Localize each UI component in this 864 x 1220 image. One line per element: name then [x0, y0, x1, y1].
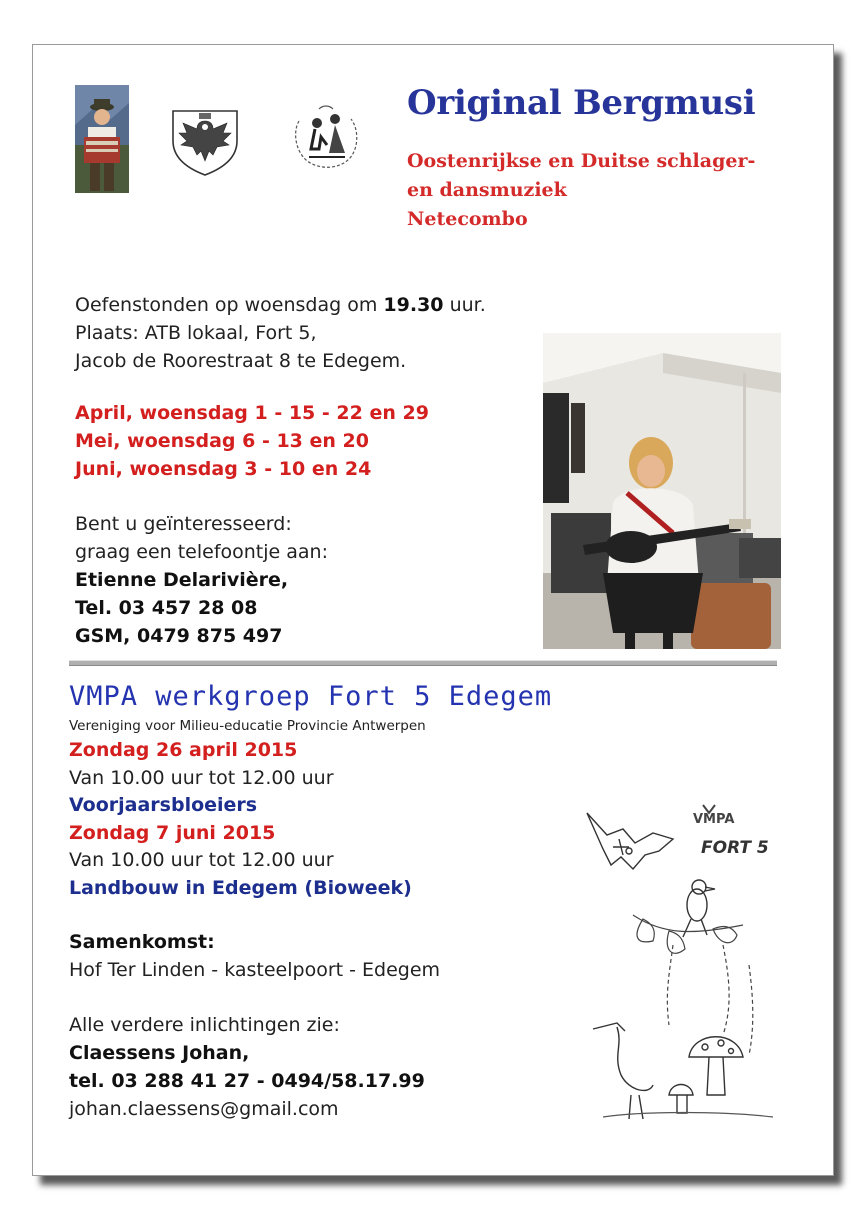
- info-intro: Alle verdere inlichtingen zie:: [69, 1014, 340, 1036]
- info-tel: tel. 03 288 41 27 - 0494/58.17.99: [69, 1070, 425, 1092]
- date-line-april: April, woensdag 1 - 15 - 22 en 29: [75, 402, 429, 424]
- event-2-time: Van 10.00 uur tot 12.00 uur: [69, 849, 334, 871]
- date-line-juni: Juni, woensdag 3 - 10 en 24: [75, 458, 372, 480]
- guitarist-photo: [543, 333, 781, 649]
- dancing-couple-emblem-icon: [289, 101, 363, 175]
- mushroom-icon: [669, 1037, 743, 1113]
- rehearsal-location: Plaats: ATB lokaal, Fort 5,: [75, 322, 317, 344]
- contact-gsm: GSM, 0479 875 497: [75, 625, 283, 647]
- info-email: johan.claessens@gmail.com: [69, 1098, 339, 1120]
- heron-icon: [593, 1023, 653, 1119]
- event-1-time: Van 10.00 uur tot 12.00 uur: [69, 766, 334, 789]
- vmpa-logo-fort: FORT 5: [701, 838, 769, 858]
- contact-name: Etienne Delarivière,: [75, 569, 289, 591]
- rehearsal-info: [75, 291, 486, 375]
- date-line-mei: Mei, woensdag 6 - 13 en 20: [75, 430, 369, 452]
- contact-block-1: [75, 510, 328, 650]
- contact-block-2: [69, 1011, 425, 1123]
- vmpa-events: [69, 737, 412, 902]
- branch-leaves-icon: [633, 915, 753, 1055]
- contact-intro-2: graag een telefoontje aan:: [75, 541, 328, 563]
- section-divider: [69, 660, 777, 666]
- vmpa-heading: VMPA werkgroep Fort 5 Edegem: [69, 681, 553, 712]
- event-2-date: Zondag 7 juni 2015: [69, 821, 276, 844]
- bat-icon: [587, 813, 673, 869]
- vmpa-subheading: Vereniging voor Milieu-educatie Provincie Antwerpen: [69, 718, 426, 734]
- subtitle-line: Oostenrijkse en Duitse schlager-: [407, 150, 756, 172]
- accordion-player-photo: [75, 85, 129, 193]
- band-title: Original Bergmusi: [407, 83, 756, 123]
- subtitle-line: Netecombo: [407, 208, 528, 230]
- info-name: Claessens Johan,: [69, 1042, 250, 1064]
- rehearsal-time: 19.30: [383, 294, 444, 316]
- subtitle-line: en dansmuziek: [407, 179, 567, 201]
- vmpa-logo-text: VMPA: [693, 812, 735, 827]
- vmpa-nature-illustration: [573, 795, 793, 1125]
- rehearsal-line-1: [75, 291, 486, 319]
- rehearsal-line-1-suffix: uur.: [443, 294, 486, 316]
- meeting-point: [69, 928, 440, 984]
- coat-of-arms-eagle-icon: [169, 107, 241, 177]
- meeting-place: Hof Ter Linden - kasteelpoort - Edegem: [69, 959, 441, 981]
- rehearsal-address: Jacob de Roorestraat 8 te Edegem.: [75, 350, 407, 372]
- contact-intro-1: Bent u geïnteresseerd:: [75, 513, 292, 535]
- rehearsal-line-1-prefix: Oefenstonden op woensdag om: [75, 294, 384, 316]
- band-subtitle: [407, 147, 755, 234]
- event-2-title: Landbouw in Edegem (Bioweek): [69, 876, 412, 899]
- meeting-label: Samenkomst:: [69, 931, 215, 953]
- event-1-title: Voorjaarsbloeiers: [69, 794, 258, 816]
- event-1-date: Zondag 26 april 2015: [69, 739, 298, 761]
- contact-tel: Tel. 03 457 28 08: [75, 597, 258, 619]
- bird-icon: [683, 880, 715, 937]
- rehearsal-dates: [75, 399, 429, 483]
- flyer-page: [32, 44, 834, 1176]
